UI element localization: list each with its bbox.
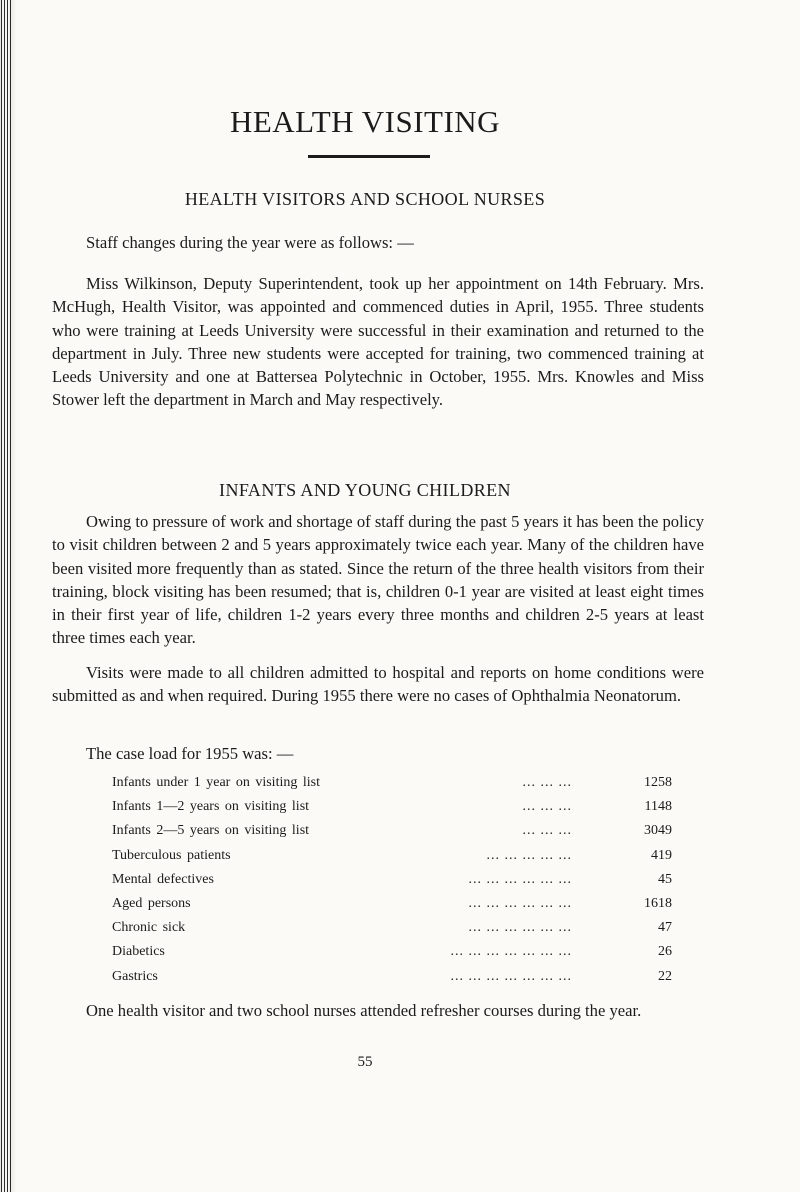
- case-value: 1258: [644, 775, 672, 790]
- page-number: 55: [357, 1054, 373, 1070]
- leader-dots: ... ... ... ... ... ...: [468, 895, 572, 911]
- table-row: [112, 844, 672, 868]
- leader-dots: ... ... ... ... ... ... ...: [450, 944, 572, 960]
- table-row: [112, 819, 672, 843]
- table-row: [112, 868, 672, 892]
- case-load-table: [112, 771, 672, 989]
- table-row: [112, 771, 672, 795]
- case-value: 419: [651, 847, 672, 863]
- case-label: Mental defectives: [112, 871, 214, 887]
- case-label: Infants 1—2 years on visiting list: [112, 799, 310, 815]
- visiting-policy-paragraph: Owing to pressure of work and shortage of staff during the past 5 years it has been the policy to visit children between 2 and 5 years approximately twice each year. Many of the children have been visited more frequently than as stated. Since the return of the three health visitors from their training, block visiting has been resumed; that is, children 0-1 year are visited at least eight times in their first year of life, children 1-2 years every three months and children 2-5 years at least three times each year.: [52, 512, 704, 648]
- leader-dots: ... ... ...: [522, 823, 572, 839]
- leader-dots: ... ... ... ... ... ...: [468, 920, 572, 936]
- case-label: Infants under 1 year on visiting list: [112, 775, 320, 790]
- table-row: [112, 795, 672, 819]
- leader-dots: ... ... ... ... ...: [486, 847, 572, 863]
- section-heading-health-visitors: HEALTH VISITORS AND SCHOOL NURSES: [184, 189, 546, 209]
- leader-dots: ... ... ... ... ... ... ...: [450, 968, 572, 984]
- hospital-visits-paragraph: Visits were made to all children admitted to hospital and reports on home conditions were submitted as and when required. During 1955 there were no cases of Ophthalmia Neonatorum.: [52, 663, 704, 706]
- table-row: [112, 965, 672, 989]
- title-underline: [308, 155, 430, 158]
- staff-changes-paragraph: Miss Wilkinson, Deputy Superintendent, took up her appointment on 14th February. Mrs. McHugh, Health Visitor, was appointed and commenced duties in April, 1955. Three students who were training at Leeds University were successful in their examination and returned to the department in July. Three new students were accepted for training, two commenced training at Leeds University and one at Battersea Polytechnic in October, 1955. Mrs. Knowles and Miss Stower left the department in March and May respectively.: [52, 274, 704, 410]
- case-value: 47: [658, 920, 672, 936]
- refresher-courses-paragraph: One health visitor and two school nurses attended refresher courses during the year.: [86, 1001, 642, 1020]
- case-label: Infants 2—5 years on visiting list: [112, 823, 310, 839]
- leader-dots: ... ... ... ... ... ...: [468, 871, 572, 887]
- staff-changes-intro: Staff changes during the year were as follows: —: [86, 233, 414, 252]
- case-value: 3049: [644, 823, 672, 839]
- case-label: Chronic sick: [112, 920, 186, 936]
- case-value: 26: [658, 944, 672, 960]
- section-heading-infants: INFANTS AND YOUNG CHILDREN: [219, 480, 511, 500]
- case-label: Diabetics: [112, 944, 165, 960]
- table-row: [112, 940, 672, 964]
- case-value: 22: [658, 968, 672, 984]
- case-value: 45: [658, 871, 672, 887]
- table-row: [112, 892, 672, 916]
- case-label: Aged persons: [112, 895, 191, 911]
- table-row: [112, 916, 672, 940]
- case-load-intro: The case load for 1955 was: —: [86, 744, 294, 763]
- leader-dots: ... ... ...: [522, 799, 572, 815]
- case-value: 1618: [644, 895, 672, 911]
- case-value: 1148: [644, 799, 672, 815]
- case-label: Gastrics: [112, 968, 158, 984]
- leader-dots: ... ... ...: [522, 775, 572, 790]
- page-title: HEALTH VISITING: [229, 104, 501, 139]
- case-label: Tuberculous patients: [112, 847, 231, 863]
